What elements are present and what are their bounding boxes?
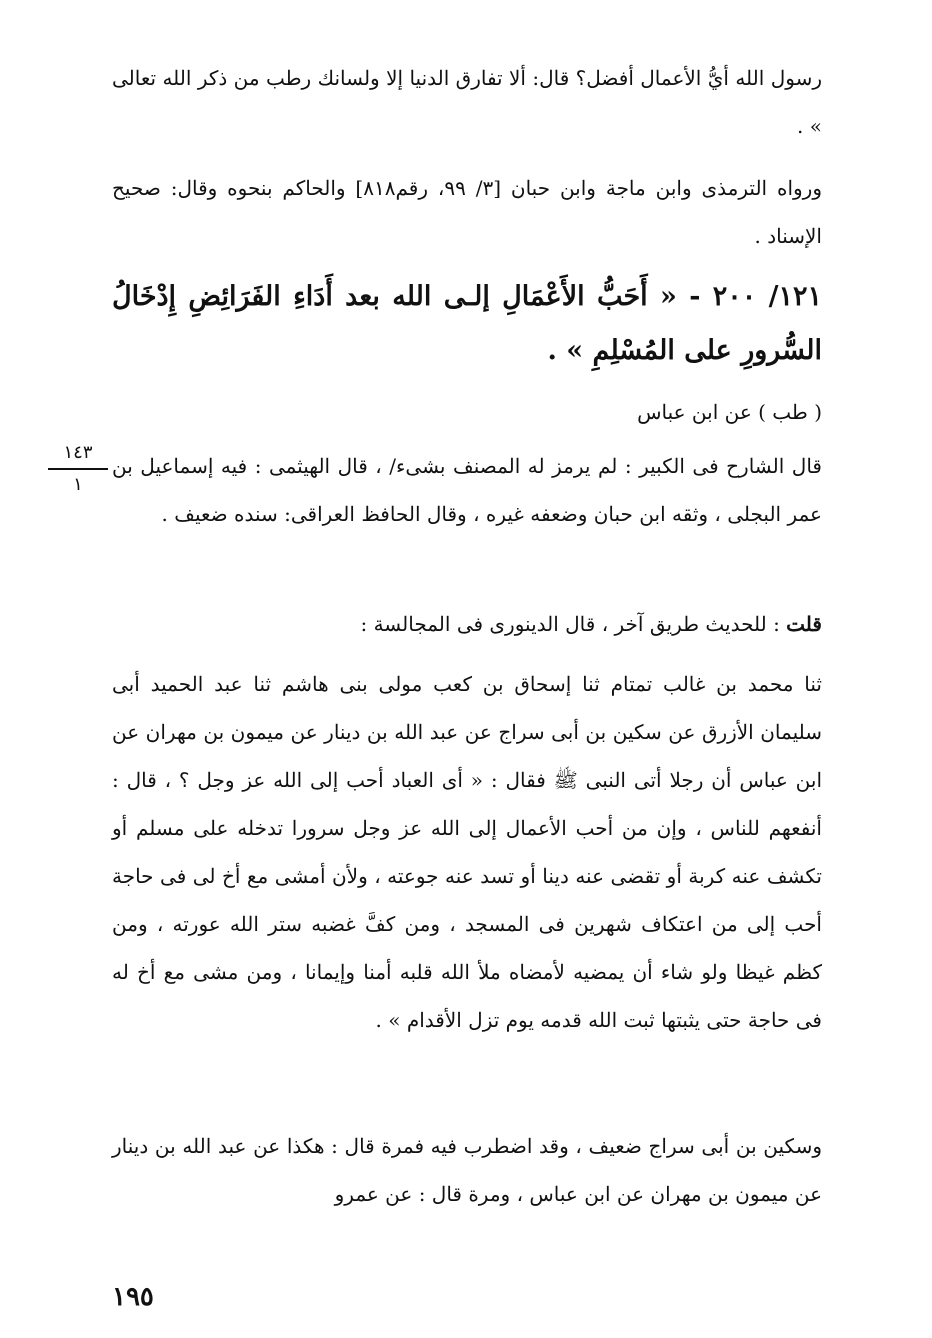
paragraph-4 [112,600,822,648]
hadith-text: ١٢١/ ٢٠٠ - « أَحَبُّ الأَعْمَالِ إلـى الله بعد أَدَاءِ الفَرَائِضِ إِدْخَالُ السُّرورِ على المُسْلِمِ » . [112,281,822,366]
margin-reference-top: ١٤٣ [48,440,108,470]
paragraph-4-lead: قلت [786,612,822,636]
margin-reference [48,440,108,498]
paragraph-2: ورواه الترمذى وابن ماجة وابن حبان [٣/ ٩٩، رقم٨١٨] والحاكم بنحوه وقال: صحيح الإسناد . [112,176,822,248]
page-number: ١٩٥ [112,1282,154,1312]
margin-reference-bottom: ١ [73,474,83,495]
paragraph-6: وسكين بن أبى سراج ضعيف ، وقد اضطرب فيه فمرة قال : هكذا عن عبد الله بن دينار عن ميمون بن مهران عن ابن عباس ، ومرة قال : عن عمرو [112,1134,822,1206]
paragraph-4-text: : للحديث طريق آخر ، قال الدينورى فى المجالسة : [360,612,787,636]
paragraph-5: ثنا محمد بن غالب تمتام ثنا إسحاق بن كعب مولى بنى هاشم ثنا عبد الحميد أبى سليمان الأزرق عن سكين بن أبى سراج عن عبد الله بن دينار عن ميمون بن مهران عن ابن عباس أن رجلا أتى النبى ﷺ فقال : « أى العباد أحب إلى الله عز وجل ؟ ، قال : أنفعهم للناس ، وإن من أحب الأعمال إلى الله عز وجل سرورا تدخله على مسلم أو تكشف عنه كربة أو تقضى عنه دينا أو تسد عنه جوعته ، ولأن أمشى مع أخ لى فى حاجة أحب إلى من اعتكاف شهرين فى المسجد ، ومن كفَّ غضبه ستر الله عورته ، ومن كظم غيظا ولو شاء أن يمضيه لأمضاه ملأ الله قلبه أمنا وإيمانا ، ومن مشى مع أخ له فى حاجة حتى يثبتها ثبت الله قدمه يوم تزل الأقدام » . [112,672,822,1032]
paragraph-3: قال الشارح فى الكبير : لم يرمز له المصنف بشىء/ ، قال الهيثمى : فيه إسماعيل بن عمر البجلى ، وثقه ابن حبان وضعفه غيره ، وقال الحافظ العراقى: سنده ضعيف . [112,454,822,526]
paragraph-1: رسول الله أيُّ الأعمال أفضل؟ قال: ألا تفارق الدنيا إلا ولسانك رطب من ذكر الله تعالى » . [112,66,822,138]
hadith-source: ( طب ) عن ابن عباس [637,400,822,424]
